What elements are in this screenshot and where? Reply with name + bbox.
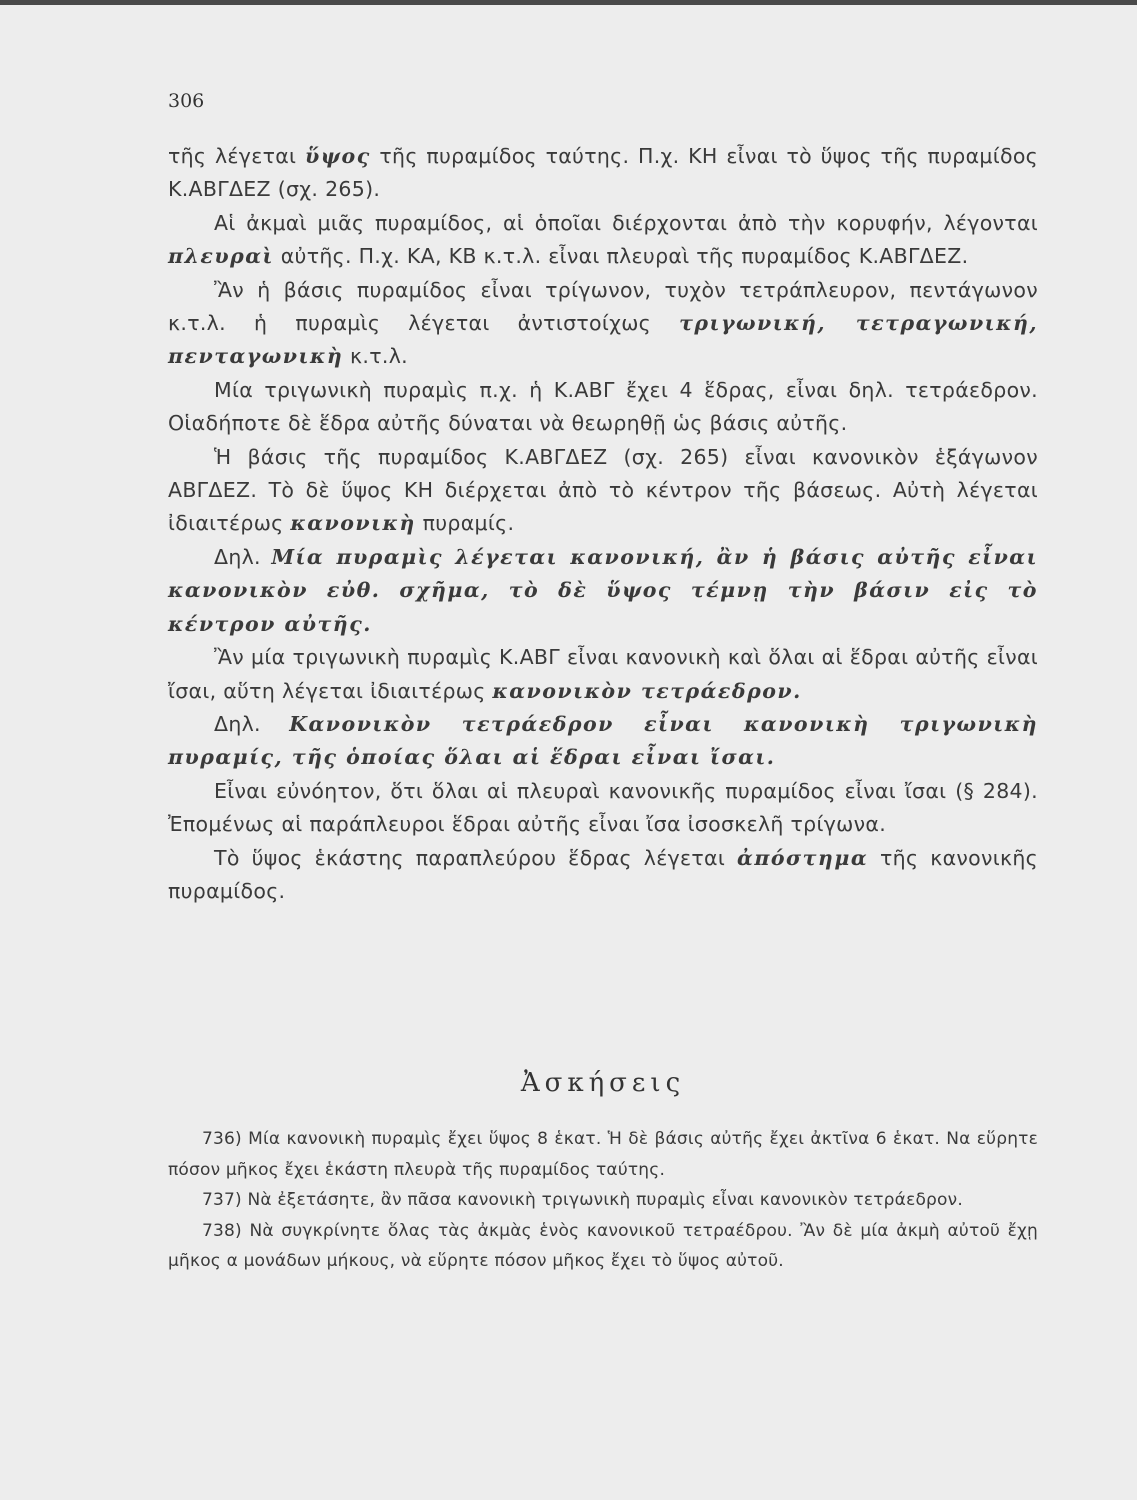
text-run: πυραμίς. [415, 511, 515, 536]
emphasized-term: Κανονικὸν τετράεδρον εἶναι κανονικὴ τριγωνικὴ πυραμίς, τῆς ὁποίας ὅλαι αἱ ἕδραι εἶναι ἴσαι. [168, 711, 1038, 770]
text-run: αὐτῆς. Π.χ. ΚΑ, ΚΒ κ.τ.λ. εἶναι πλευραὶ τῆς πυραμίδος Κ.ΑΒΓΔΕΖ. [273, 244, 969, 269]
exercises-list [168, 1124, 1038, 1277]
emphasized-term: τριγωνική, τετραγωνική, πενταγωνικὴ [168, 311, 1038, 369]
paragraph [168, 441, 1038, 541]
text-run: Δηλ. [214, 544, 272, 569]
emphasized-term: Μία πυραμὶς λέγεται κανονική, ἂν ἡ βάσις αὐτῆς εἶναι κανονικὸν εὐθ. σχῆμα, τὸ δὲ ὕψος τέμνῃ τὴν βάσιν εἰς τὸ κέντρον αὐτῆς. [168, 544, 1038, 636]
paragraph [168, 374, 1038, 441]
exercise-item: 737) Νὰ ἐξετάσητε, ἂν πᾶσα κανονικὴ τριγωνικὴ πυραμὶς εἶναι κανονικὸν τετράεδρον. [202, 1190, 963, 1210]
emphasized-term: κανονικὸν τετράεδρον. [492, 678, 802, 703]
text-run: Εἶναι εὐνόητον, ὅτι ὅλαι αἱ πλευραὶ κανονικῆς πυραμίδος εἶναι ἴσαι (§ 284). Ἐπομένως αἱ παράπλευροι ἕδραι αὐτῆς εἶναι ἴσα ἰσοσκελῆ τρίγωνα. [168, 778, 1038, 837]
top-border [0, 0, 1137, 5]
paragraph [168, 708, 1038, 775]
paragraph [168, 274, 1038, 374]
text-run: κ.τ.λ. [343, 344, 408, 369]
text-run: Τὸ ὕψος ἑκάστης παραπλεύρου ἕδρας λέγεται [214, 845, 738, 870]
text-run: Αἱ ἀκμαὶ μιᾶς πυραμίδος, αἱ ὁποῖαι διέρχονται ἀπὸ τὴν κορυφήν, λέγονται [214, 210, 1038, 235]
text-run: Μία τριγωνικὴ πυραμὶς π.χ. ἡ Κ.ΑΒΓ ἔχει 4 ἕδρας, εἶναι δηλ. τετράεδρον. Οἱαδήποτε δὲ ἕδρα αὐτῆς δύναται νὰ θεωρηθῇ ὡς βάσις αὐτῆς. [168, 377, 1038, 436]
paragraph [168, 775, 1038, 842]
text-run: Δηλ. [214, 711, 290, 736]
paragraph [168, 207, 1038, 274]
emphasized-term: ὕψος [305, 144, 371, 168]
text-run: Ἂν ἡ βάσις πυραμίδος εἶναι τρίγωνον, τυχὸν τετράπλευρον, πεντάγωνον κ.τ.λ. ἡ πυραμὶς λέγεται ἀντιστοίχως [168, 277, 1038, 336]
exercises-heading: Ἀσκήσεις [520, 1068, 686, 1098]
text-run: τῆς κανονικῆς πυραμίδος. [168, 845, 1038, 903]
emphasized-term: ἀπόστημα [737, 845, 869, 870]
paragraph [168, 641, 1038, 708]
emphasized-term: κανονικὴ [290, 511, 416, 536]
exercise-item: 738) Νὰ συγκρίνητε ὅλας τὰς ἀκμὰς ἑνὸς κανονικοῦ τετραέδρου. Ἂν δὲ μία ἀκμὴ αὐτοῦ ἔχῃ μῆκος α μονάδων μήκους, νὰ εὕρητε πόσον μῆκος ἔχει τὸ ὕψος αὐτοῦ. [168, 1220, 1038, 1271]
text-run: τῆς πυραμίδος ταύτης. Π.χ. ΚΗ εἶναι τὸ ὕψος τῆς πυραμίδος Κ.ΑΒΓΔΕΖ (σχ. 265). [168, 144, 1038, 202]
paragraph [168, 541, 1038, 641]
exercise-item: 736) Μία κανονικὴ πυραμὶς ἔχει ὕψος 8 ἑκατ. Ἡ δὲ βάσις αὐτῆς ἔχει ἀκτῖνα 6 ἑκατ. Να εὕρητε πόσον μῆκος ἔχει ἑκάστη πλευρὰ τῆς πυραμίδος ταύτης. [168, 1129, 1038, 1180]
body-text [168, 140, 1038, 908]
text-run: τῆς λέγεται [168, 144, 305, 168]
paragraph [168, 140, 1038, 207]
paragraph [168, 842, 1038, 909]
page-number: 306 [168, 90, 205, 112]
text-run: Ἡ βάσις τῆς πυραμίδος Κ.ΑΒΓΔΕΖ (σχ. 265) εἶναι κανονικὸν ἑξάγωνον ΑΒΓΔΕΖ. Τὸ δὲ ὕψος ΚΗ διέρχεται ἀπὸ τὸ κέντρον τῆς βάσεως. Αὐτὴ λέγεται ἰδιαιτέρως [168, 444, 1038, 536]
emphasized-term: πλευραὶ [168, 244, 274, 269]
text-run: Ἂν μία τριγωνικὴ πυραμὶς Κ.ΑΒΓ εἶναι κανονικὴ καὶ ὅλαι αἱ ἕδραι αὐτῆς εἶναι ἴσαι, αὕτη λέγεται ἰδιαιτέρως [168, 645, 1038, 703]
